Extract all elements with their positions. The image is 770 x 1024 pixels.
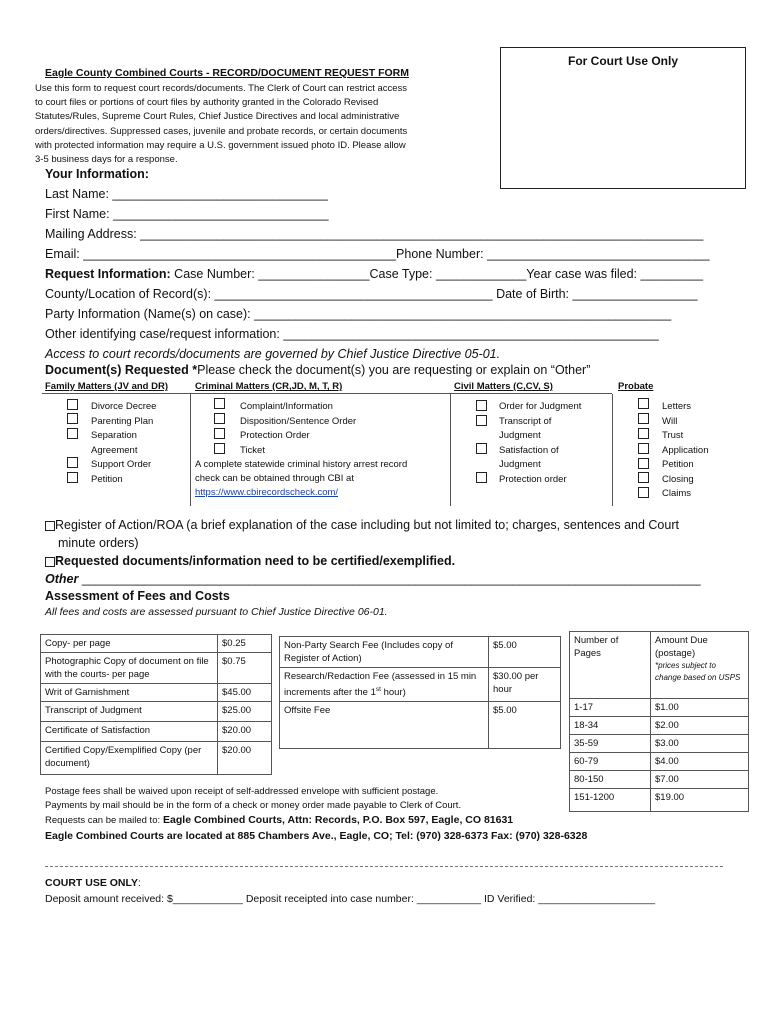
mail-address-text: Eagle Combined Courts, Attn: Records, P.O. Box 597, Eagle, CO 81631: [160, 814, 514, 826]
county-dob-field[interactable]: County/Location of Record(s): ________________________________________ Date of Birth: __________________: [45, 287, 698, 301]
criminal-item-label: Protection Order: [240, 430, 310, 441]
table-row: [41, 722, 272, 742]
letters-checkbox[interactable]: [638, 398, 649, 409]
civil-item-label: Transcript of: [499, 415, 552, 427]
court-use-title: For Court Use Only: [567, 54, 678, 68]
fee-value: $25.00: [218, 702, 272, 722]
postage-table: [569, 631, 749, 812]
civil-item-label: Satisfaction of: [499, 444, 559, 456]
documents-requested-label: Document(s) Requested *: [45, 363, 198, 377]
pages-range: 18-34: [570, 717, 651, 735]
fee-label: Transcript of Judgment: [41, 702, 218, 722]
postage-note: *prices subject to change based on USPS: [655, 661, 741, 682]
intro-text: [35, 82, 407, 167]
table-row: [41, 653, 272, 684]
probate-item-label: Letters: [662, 401, 692, 412]
dashed-divider: [45, 866, 723, 867]
register-of-action-label-cont: minute orders): [58, 536, 139, 550]
protection-order-checkbox[interactable]: [214, 428, 225, 439]
satisfaction-of-judgment-checkbox[interactable]: [476, 443, 487, 454]
mail-address: [45, 814, 513, 826]
fee-value: $0.25: [218, 635, 272, 653]
family-item-label: Separation: [91, 430, 137, 441]
fee-label: Photographic Copy of document on file with the courts- per page: [41, 653, 218, 684]
fee-label: Offsite Fee: [280, 702, 489, 749]
family-item-label: Petition: [91, 473, 123, 485]
email-phone-field[interactable]: Email: _____________________________________________Phone Number: ________________________________: [45, 247, 710, 261]
request-info-row[interactable]: [45, 267, 703, 281]
civil-items: [499, 400, 581, 487]
table-row: [41, 684, 272, 702]
category-divider: [190, 394, 191, 506]
court-location: Eagle Combined Courts are located at 885 Chambers Ave., Eagle, CO; Tel: (970) 328-6373 Fax: (970) 328-6328: [45, 830, 588, 842]
parenting-plan-checkbox[interactable]: [67, 413, 78, 424]
support-order-checkbox[interactable]: [67, 457, 78, 468]
pages-range: 35-59: [570, 735, 651, 753]
postage-amount: $19.00: [651, 789, 749, 812]
fee-value: $5.00: [489, 702, 561, 749]
other-identifying-field[interactable]: Other identifying case/request information: ______________________________________________________: [45, 327, 659, 341]
pages-header: Number of Pages: [570, 632, 651, 699]
fee-label: Certificate of Satisfaction: [41, 722, 218, 742]
fee-label: Certified Copy/Exemplified Copy (per document): [41, 742, 218, 775]
table-row: [41, 702, 272, 722]
mail-label: Requests can be mailed to:: [45, 815, 161, 826]
fee-value: $30.00 per hour: [489, 668, 561, 702]
pages-range: 151-1200: [570, 789, 651, 812]
table-row: [570, 717, 749, 735]
fees-table-search: [279, 636, 561, 749]
documents-requested-instructions: Please check the document(s) you are requesting or explain on “Other”: [197, 363, 591, 377]
probate-item-label: Will: [662, 415, 678, 427]
closing-checkbox[interactable]: [638, 472, 649, 483]
civil-item-label: Judgment: [499, 459, 541, 470]
cbi-link[interactable]: https://www.cbirecordscheck.com/: [195, 487, 339, 499]
disposition-sentence-checkbox[interactable]: [214, 413, 225, 424]
court-use-only-label: COURT USE ONLY: [45, 877, 138, 889]
last-name-field[interactable]: Last Name: _______________________________: [45, 187, 328, 201]
probate-item-label: Claims: [662, 488, 692, 499]
criminal-item-label: Ticket: [240, 444, 265, 456]
request-info-fields[interactable]: Case Number: ________________Case Type: _____________Year case was filed: _________: [170, 267, 704, 281]
register-of-action-label: Register of Action/ROA (a brief explanation of the case including but not limited to; charges, sentences and Court: [55, 518, 679, 532]
your-info-heading: Your Information:: [45, 167, 149, 181]
divorce-decree-checkbox[interactable]: [67, 399, 78, 410]
payment-note: Payments by mail should be in the form of a check or money order made payable to Clerk of Court.: [45, 800, 462, 811]
table-row: [570, 753, 749, 771]
fee-value: $20.00: [218, 742, 272, 775]
civil-item-label: Judgment: [499, 430, 541, 441]
probate-items: [662, 400, 708, 502]
claims-checkbox[interactable]: [638, 487, 649, 498]
category-rule: [42, 393, 612, 394]
table-row: [280, 668, 561, 702]
cbi-note-line: check can be obtained through CBI at: [195, 473, 354, 485]
will-checkbox[interactable]: [638, 413, 649, 424]
postage-amount: $1.00: [651, 699, 749, 717]
pages-range: 60-79: [570, 753, 651, 771]
transcript-of-judgment-checkbox[interactable]: [476, 415, 487, 426]
table-row: [570, 699, 749, 717]
table-row: [41, 635, 272, 653]
fee-value: $0.75: [218, 653, 272, 684]
fees-table-copies: [40, 634, 272, 775]
deposit-line[interactable]: Deposit amount received: $____________ Deposit receipted into case number: ___________ ID Verified: ____________________: [45, 893, 656, 905]
probate-item-label: Petition: [662, 459, 694, 470]
party-info-field[interactable]: Party Information (Name(s) on case): ____________________________________________________________: [45, 307, 672, 321]
request-info-label: Request Information:: [45, 267, 171, 281]
research-fee-label: Research/Redaction Fee (assessed in 15 min increments after the 1: [284, 671, 477, 699]
criminal-matters-header: Criminal Matters (CR,JD, M, T, R): [195, 381, 343, 392]
documents-requested: [45, 363, 590, 377]
family-matters-header: Family Matters (JV and DR): [45, 381, 168, 392]
table-row: [570, 771, 749, 789]
application-checkbox[interactable]: [638, 443, 649, 454]
family-items: [91, 400, 156, 487]
civil-matters-header: Civil Matters (C,CV, S): [454, 381, 553, 392]
other-label: Other: [45, 572, 79, 586]
amount-header: Amount Due (postage): [655, 635, 708, 659]
petition-checkbox[interactable]: [67, 472, 78, 483]
probate-header: Probate: [618, 381, 654, 392]
category-divider: [612, 394, 613, 506]
fee-label: [280, 668, 489, 702]
intro-line: orders/directives. Suppressed cases, juvenile and probate records, or certain documents: [35, 125, 408, 137]
family-item-label: Support Order: [91, 459, 152, 470]
criminal-item-label: Complaint/Information: [240, 401, 333, 412]
trust-checkbox[interactable]: [638, 428, 649, 439]
court-use-only-colon: :: [137, 877, 141, 889]
ticket-checkbox[interactable]: [214, 443, 225, 454]
court-use-box: [500, 47, 746, 189]
fee-label: Writ of Garnishment: [41, 684, 218, 702]
intro-line: Statutes/Rules, Supreme Court Rules, Chief Justice Directives and local administrative: [35, 111, 400, 123]
civil-item-label: Order for Judgment: [499, 401, 582, 412]
fees-heading: Assessment of Fees and Costs: [45, 589, 230, 603]
certified-option[interactable]: [45, 554, 455, 568]
table-row: [570, 789, 749, 812]
other-line[interactable]: _________________________________________________________________________________________: [78, 572, 701, 586]
register-of-action-checkbox[interactable]: [45, 521, 55, 531]
first-name-field[interactable]: First Name: _______________________________: [45, 207, 329, 221]
probate-petition-checkbox[interactable]: [638, 458, 649, 469]
table-row: [570, 632, 749, 699]
form-title: Eagle County Combined Courts - RECORD/DOCUMENT REQUEST FORM: [45, 67, 410, 79]
fee-label: Non-Party Search Fee (Includes copy of Register of Action): [280, 637, 489, 668]
intro-line: to court files or portions of court files by authority granted in the Colorado Revised: [35, 97, 379, 109]
research-fee-sup: st: [375, 686, 381, 693]
court-use-only-section: [45, 877, 141, 889]
other-field[interactable]: [45, 572, 701, 586]
pages-range: 1-17: [570, 699, 651, 717]
mailing-address-field[interactable]: Mailing Address: _________________________________________________________________________________: [45, 227, 704, 241]
cbi-note-line: A complete statewide criminal history arrest record: [195, 459, 408, 470]
criminal-items: [240, 400, 356, 458]
separation-agreement-checkbox[interactable]: [67, 428, 78, 439]
fees-note: All fees and costs are assessed pursuant to Chief Justice Directive 06-01.: [45, 606, 388, 618]
table-row: [280, 702, 561, 749]
postage-amount: $3.00: [651, 735, 749, 753]
intro-line: with protected information may require a U.S. government issued photo ID. Please allow: [35, 139, 406, 151]
table-row: [570, 735, 749, 753]
postage-amount: $7.00: [651, 771, 749, 789]
certified-label: Requested documents/information need to be certified/exemplified.: [55, 554, 456, 568]
family-item-label: Agreement: [91, 444, 138, 456]
postage-waiver-note: Postage fees shall be waived upon receipt of self-addressed envelope with sufficient postage.: [45, 786, 439, 797]
certified-checkbox[interactable]: [45, 557, 55, 567]
probate-item-label: Closing: [662, 473, 694, 485]
table-row: [41, 742, 272, 775]
register-of-action-option[interactable]: [45, 518, 679, 532]
family-item-label: Divorce Decree: [91, 401, 157, 412]
amount-header-cell: [651, 632, 749, 699]
research-fee-label-end: hour): [380, 687, 406, 699]
fee-label: Copy- per page: [41, 635, 218, 653]
postage-amount: $2.00: [651, 717, 749, 735]
family-item-label: Parenting Plan: [91, 415, 154, 427]
postage-amount: $4.00: [651, 753, 749, 771]
table-row: [280, 637, 561, 668]
complaint-information-checkbox[interactable]: [214, 398, 225, 409]
criminal-item-label: Disposition/Sentence Order: [240, 415, 357, 427]
intro-line: Use this form to request court records/documents. The Clerk of Court can restrict access: [35, 83, 408, 94]
category-divider: [450, 394, 451, 506]
fee-value: $45.00: [218, 684, 272, 702]
civil-protection-order-checkbox[interactable]: [476, 472, 487, 483]
fee-value: $20.00: [218, 722, 272, 742]
order-for-judgment-checkbox[interactable]: [476, 400, 487, 411]
probate-item-label: Trust: [662, 430, 684, 441]
cbi-note: [195, 458, 407, 501]
access-note: Access to court records/documents are governed by Chief Justice Directive 05-01.: [45, 347, 501, 361]
intro-line: 3-5 business days for a response.: [35, 154, 178, 166]
civil-item-label: Protection order: [499, 473, 567, 485]
pages-range: 80-150: [570, 771, 651, 789]
fee-value: $5.00: [489, 637, 561, 668]
probate-item-label: Application: [662, 444, 709, 456]
